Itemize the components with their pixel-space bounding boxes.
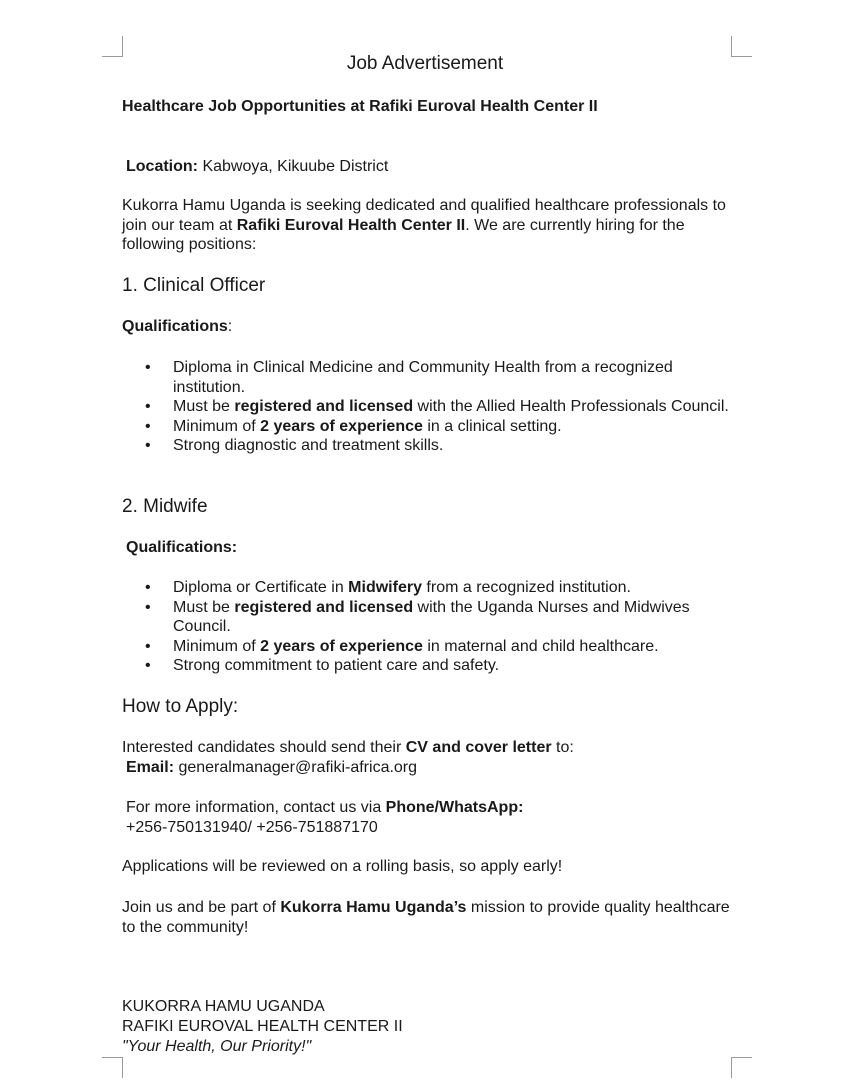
list-item [122, 417, 732, 437]
join-text-end: mission to provide quality healthcare to the community! [122, 899, 730, 936]
list-item [122, 578, 732, 598]
item-text: Diploma or Certificate in [173, 579, 349, 596]
list-item [122, 656, 732, 676]
contact-text: For more information, contact us via [126, 799, 386, 816]
contact-info-line [126, 798, 736, 818]
email-address: generalmanager@rafiki-africa.org [174, 759, 418, 776]
item-bold: 2 years of experience [260, 637, 423, 655]
item-text: Diploma in Clinical Medicine and Community Health from a recognized institution. [173, 359, 673, 396]
join-org-name: Kukorra Hamu Uganda’s [280, 899, 467, 916]
list-item [122, 436, 732, 456]
position-heading-clinical-officer: 1. Clinical Officer [122, 275, 266, 296]
list-item [122, 637, 732, 657]
qualifications-label-text: Qualifications [122, 318, 228, 335]
item-text: Minimum of [173, 417, 261, 435]
qualifications-list-clinical [122, 358, 732, 456]
crop-mark-bottom-left [102, 1057, 123, 1078]
page-title: Job Advertisement [346, 53, 504, 74]
email-label: Email: [126, 759, 175, 776]
item-text: with the Allied Health Professionals Council. [413, 398, 729, 415]
location-label: Location: [126, 158, 198, 175]
apply-instructions [122, 738, 732, 758]
item-text: Strong diagnostic and treatment skills. [173, 437, 444, 454]
join-text: Join us and be part of [122, 899, 281, 916]
item-text: Strong commitment to patient care and safety. [173, 657, 500, 674]
footer-slogan: "Your Health, Our Priority!" [122, 1038, 312, 1055]
join-us-paragraph [122, 898, 732, 937]
item-text: Must be [173, 598, 235, 616]
how-to-apply-heading: How to Apply: [122, 696, 239, 717]
item-bold: Midwifery [348, 579, 422, 596]
intro-text: Kukorra Hamu Uganda is seeking dedicated and qualified healthcare professionals to join our team at [122, 197, 726, 234]
list-item [122, 598, 732, 637]
qualifications-label: Qualifications: [126, 539, 238, 556]
list-item [122, 358, 732, 397]
location-line [126, 157, 736, 177]
apply-text: Interested candidates should send their [122, 739, 406, 756]
phone-numbers: +256-750131940/ +256-751887170 [126, 819, 378, 836]
item-text: Minimum of [173, 637, 261, 655]
crop-mark-bottom-right [731, 1057, 752, 1078]
qualifications-label [122, 317, 732, 337]
position-heading-midwife: 2. Midwife [122, 496, 208, 517]
intro-center-name: Rafiki Euroval Health Center II [236, 216, 466, 234]
qualifications-colon: : [227, 318, 233, 335]
item-text: from a recognized institution. [421, 579, 631, 596]
apply-text-bold: CV and cover letter [405, 739, 552, 756]
subtitle: Healthcare Job Opportunities at Rafiki Euroval Health Center II [122, 98, 598, 115]
intro-text-end: . We are currently hiring for the following positions: [122, 216, 685, 253]
footer-org-name: KUKORRA HAMU UGANDA [122, 998, 325, 1015]
item-text: in a clinical setting. [422, 417, 562, 435]
item-text: in maternal and child healthcare. [422, 637, 659, 655]
item-bold: registered and licensed [234, 398, 414, 415]
item-bold: registered and licensed [234, 598, 414, 616]
item-bold: 2 years of experience [260, 417, 423, 435]
list-item [122, 397, 732, 417]
rolling-basis-note: Applications will be reviewed on a rolling basis, so apply early! [122, 858, 563, 875]
footer-center-name: RAFIKI EUROVAL HEALTH CENTER II [122, 1018, 403, 1035]
apply-text-end: to: [551, 739, 574, 756]
email-line [126, 758, 736, 778]
intro-paragraph [122, 196, 732, 255]
contact-label: Phone/WhatsApp: [385, 799, 524, 816]
item-text: Must be [173, 398, 235, 415]
location-value: Kabwoya, Kikuube District [198, 158, 389, 175]
qualifications-list-midwife [122, 578, 732, 676]
item-text: with the Uganda Nurses and Midwives Council. [173, 598, 690, 635]
